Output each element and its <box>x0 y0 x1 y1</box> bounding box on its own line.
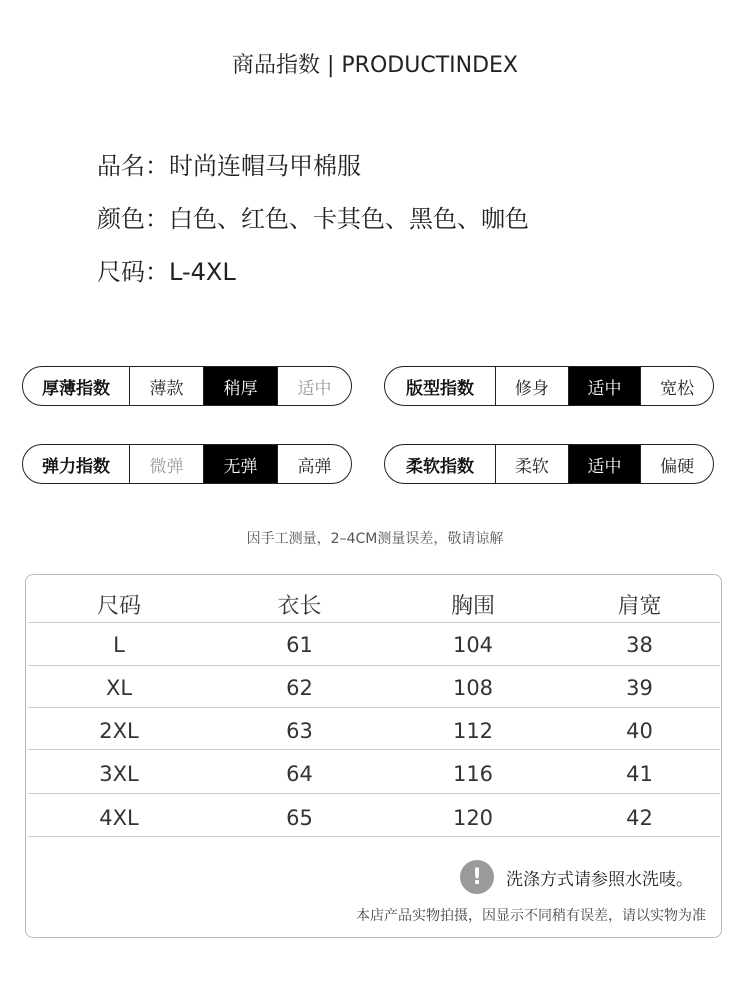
index-label: 弹力指数 <box>23 445 130 483</box>
table-cell: 39 <box>626 676 653 700</box>
table-cell: 104 <box>452 633 494 657</box>
table-cell: XL <box>105 676 133 700</box>
table-header-cell: 尺码 <box>96 594 141 619</box>
table-cell: 65 <box>286 806 313 830</box>
page-title: 商品指数 | PRODUCTINDEX <box>232 53 518 78</box>
exclamation-icon: ! <box>460 860 494 894</box>
index-label: 版型指数 <box>385 367 496 405</box>
softness-index <box>384 444 714 484</box>
table-row <box>26 719 720 743</box>
table-cell: 120 <box>452 806 494 830</box>
table-cell: L <box>113 633 125 657</box>
divider <box>28 749 720 750</box>
footer-disclaimer: 本店产品实物拍摄，因显示不同稍有误差，请以实物为准 <box>356 908 706 924</box>
product-name: 品名：时尚连帽马甲棉服 <box>97 152 361 180</box>
index-label: 厚薄指数 <box>23 367 130 405</box>
divider <box>28 836 720 837</box>
table-header-cell: 肩宽 <box>617 594 662 619</box>
divider <box>28 793 720 794</box>
table-cell: 3XL <box>99 762 139 786</box>
table-cell: 40 <box>626 719 653 743</box>
table-cell: 62 <box>286 676 313 700</box>
table-cell: 41 <box>626 762 653 786</box>
wash-instruction <box>460 860 693 894</box>
index-option: 薄款 <box>130 367 204 405</box>
index-option-selected: 稍厚 <box>204 367 278 405</box>
table-cell: 38 <box>626 633 653 657</box>
index-option: 适中 <box>297 378 332 399</box>
table-header-cell: 衣长 <box>277 594 322 619</box>
index-option: 微弹 <box>130 445 204 483</box>
index-option-selected: 无弹 <box>204 445 278 483</box>
table-row <box>26 676 720 700</box>
divider <box>28 665 720 666</box>
table-cell: 61 <box>286 633 313 657</box>
table-cell: 64 <box>286 762 313 786</box>
table-cell: 108 <box>452 676 494 700</box>
table-cell: 2XL <box>99 719 139 743</box>
index-option-selected: 适中 <box>569 445 642 483</box>
index-option: 高弹 <box>297 456 332 477</box>
measurement-note: 因手工测量，2–4CM测量误差，敬请谅解 <box>246 531 504 547</box>
divider <box>28 622 720 623</box>
index-option: 宽松 <box>660 378 695 399</box>
table-cell: 42 <box>626 806 653 830</box>
table-row <box>26 633 720 657</box>
table-cell: 63 <box>286 719 313 743</box>
table-row <box>26 762 720 786</box>
table-row <box>26 806 720 830</box>
index-option-selected: 适中 <box>569 367 642 405</box>
product-sizes: 尺码：L-4XL <box>97 258 236 286</box>
table-cell: 112 <box>452 719 494 743</box>
index-option: 修身 <box>496 367 569 405</box>
table-header-cell: 胸围 <box>450 594 495 619</box>
product-colors: 颜色：白色、红色、卡其色、黑色、咖色 <box>97 205 529 233</box>
table-cell: 116 <box>452 762 494 786</box>
wash-text: 洗涤方式请参照水洗唛。 <box>506 869 693 890</box>
table-cell: 4XL <box>99 806 139 830</box>
index-label: 柔软指数 <box>385 445 496 483</box>
table-header-row <box>26 589 720 620</box>
fit-index <box>384 366 714 406</box>
index-option: 柔软 <box>496 445 569 483</box>
elasticity-index <box>22 444 352 484</box>
thickness-index <box>22 366 352 406</box>
index-option: 偏硬 <box>660 456 695 477</box>
divider <box>28 707 720 708</box>
